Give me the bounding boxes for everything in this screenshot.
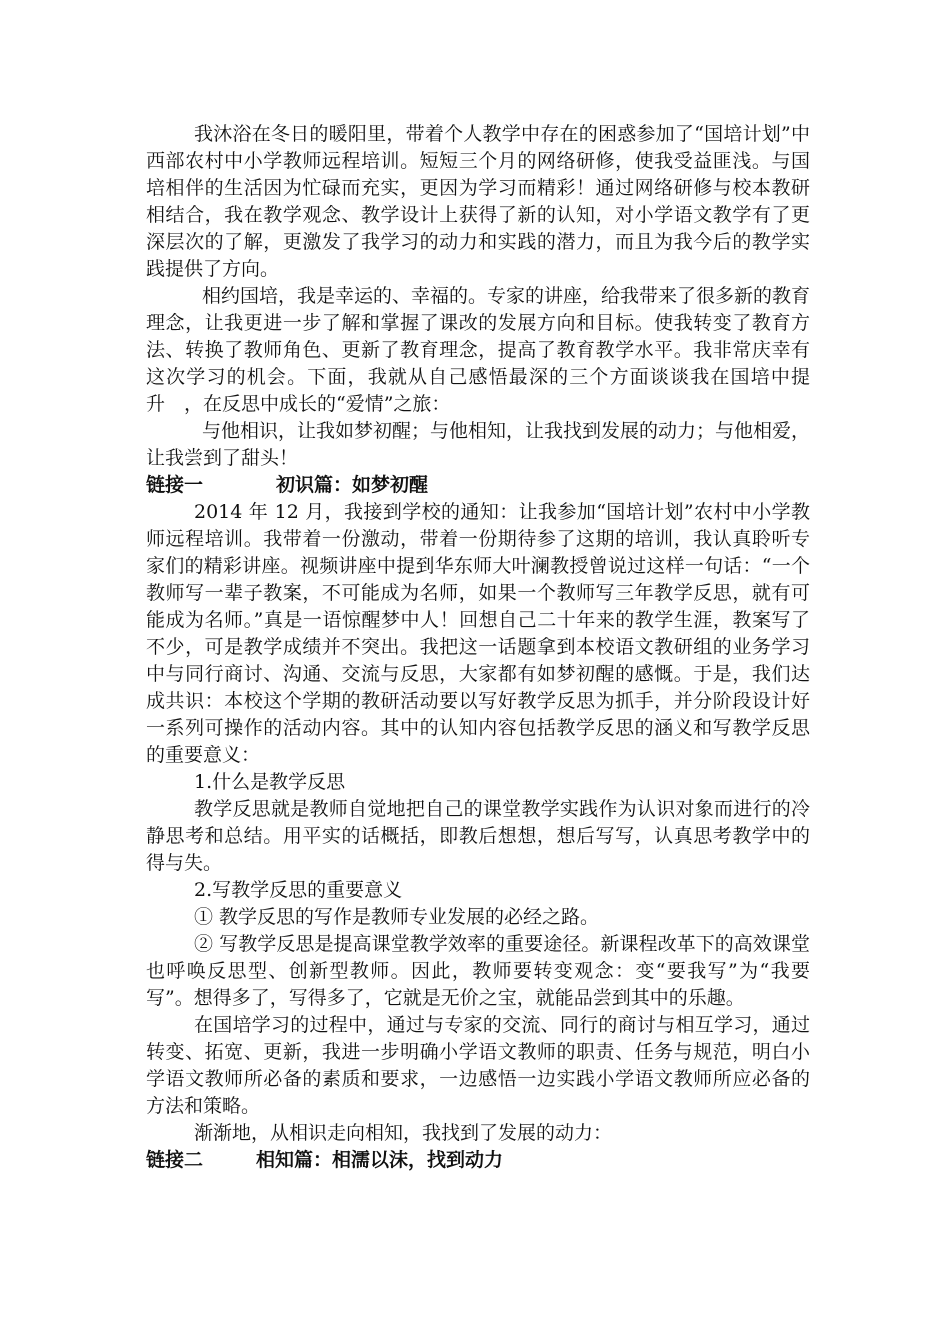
subheading: 2.写教学反思的重要意义 xyxy=(194,879,403,901)
body-paragraph: 在国培学习的过程中，通过与专家的交流、同行的商讨与相互学习，通过转变、拓宽、更新，我进一步明确小学语文教师的职责、任务与规范，明白小学语文教师所必备的素质和要求，一边感悟一边实践小学语文教师所应必备的方法和策略。 xyxy=(146,1014,810,1117)
body-paragraph: 渐渐地，从相识走向相知，我找到了发展的动力： xyxy=(194,1122,613,1144)
section-heading xyxy=(146,1147,810,1174)
body-paragraph: 教学反思就是教师自觉地把自己的课堂教学实践作为认识对象而进行的冷静思考和总结。用平实的话概括，即教后想想，想后写写，认真思考教学中的得与失。 xyxy=(146,798,810,874)
list-item: ② 写教学反思是提高课堂教学效率的重要途径。新课程改革下的高效课堂也呼唤反思型、创新型教师。因此，教师要转变观念：变“要我写”为“我要写”。想得多了，写得多了，它就是无价之宝，就能品尝到其中的乐趣。 xyxy=(146,933,810,1009)
document-body xyxy=(146,121,810,1174)
section-label: 链接二 xyxy=(146,1149,204,1171)
body-paragraph: 与他相识，让我如梦初醒；与他相知，让我找到发展的动力；与他相爱，让我尝到了甜头！ xyxy=(146,420,811,469)
section-title: 初识篇：如梦初醒 xyxy=(276,474,429,496)
intro-paragraph: 我沐浴在冬日的暖阳里，带着个人教学中存在的困惑参加了“国培计划”中西部农村中小学教师远程培训。短短三个月的网络研修，使我受益匪浅。与国培相伴的生活因为忙碌而充实，更因为学习而精彩！通过网络研修与校本教研相结合，我在教学观念、教学设计上获得了新的认知，对小学语文教学有了更深层次的了解，更激发了我学习的动力和实践的潜力，而且为我今后的教学实践提供了方向。 xyxy=(146,123,810,280)
list-item: ① 教学反思的写作是教师专业发展的必经之路。 xyxy=(194,906,600,928)
body-paragraph: 相约国培，我是幸运的、幸福的。专家的讲座，给我带来了很多新的教育理念，让我更进一步了解和掌握了课改的发展方向和目标。使我转变了教育方法、转换了教师角色、更新了教育理念，提高了教育教学水平。我非常庆幸有这次学习的机会。下面，我就从自己感悟最深的三个方面谈谈我在国培中提升 ，在反思中成长的“爱情”之旅： xyxy=(146,285,811,415)
section-heading xyxy=(146,472,810,499)
subheading: 1.什么是教学反思 xyxy=(194,771,346,793)
body-paragraph: 2014 年 12 月，我接到学校的通知：让我参加“国培计划”农村中小学教师远程培训。我带着一份激动，带着一份期待参了这期的培训，我认真聆听专家们的精彩讲座。视频讲座中提到华东师大叶澜教授曾说过这样一句话：“一个教师写一辈子教案，不可能成为名师，如果一个教师写三年教学反思，就有可能成为名师。”真是一语惊醒梦中人！回想自己二十年来的教学生涯，教案写了不少，可是教学成绩并不突出。我把这一话题拿到本校语文教研组的业务学习中与同行商讨、沟通、交流与反思，大家都有如梦初醒的感慨。于是，我们达成共识：本校这个学期的教研活动要以写好教学反思为抓手，并分阶段设计好一系列可操作的活动内容。其中的认知内容包括教学反思的涵义和写教学反思的重要意义： xyxy=(146,501,810,766)
section-label: 链接一 xyxy=(146,474,204,496)
section-title: 相知篇：相濡以沫，找到动力 xyxy=(256,1149,504,1171)
